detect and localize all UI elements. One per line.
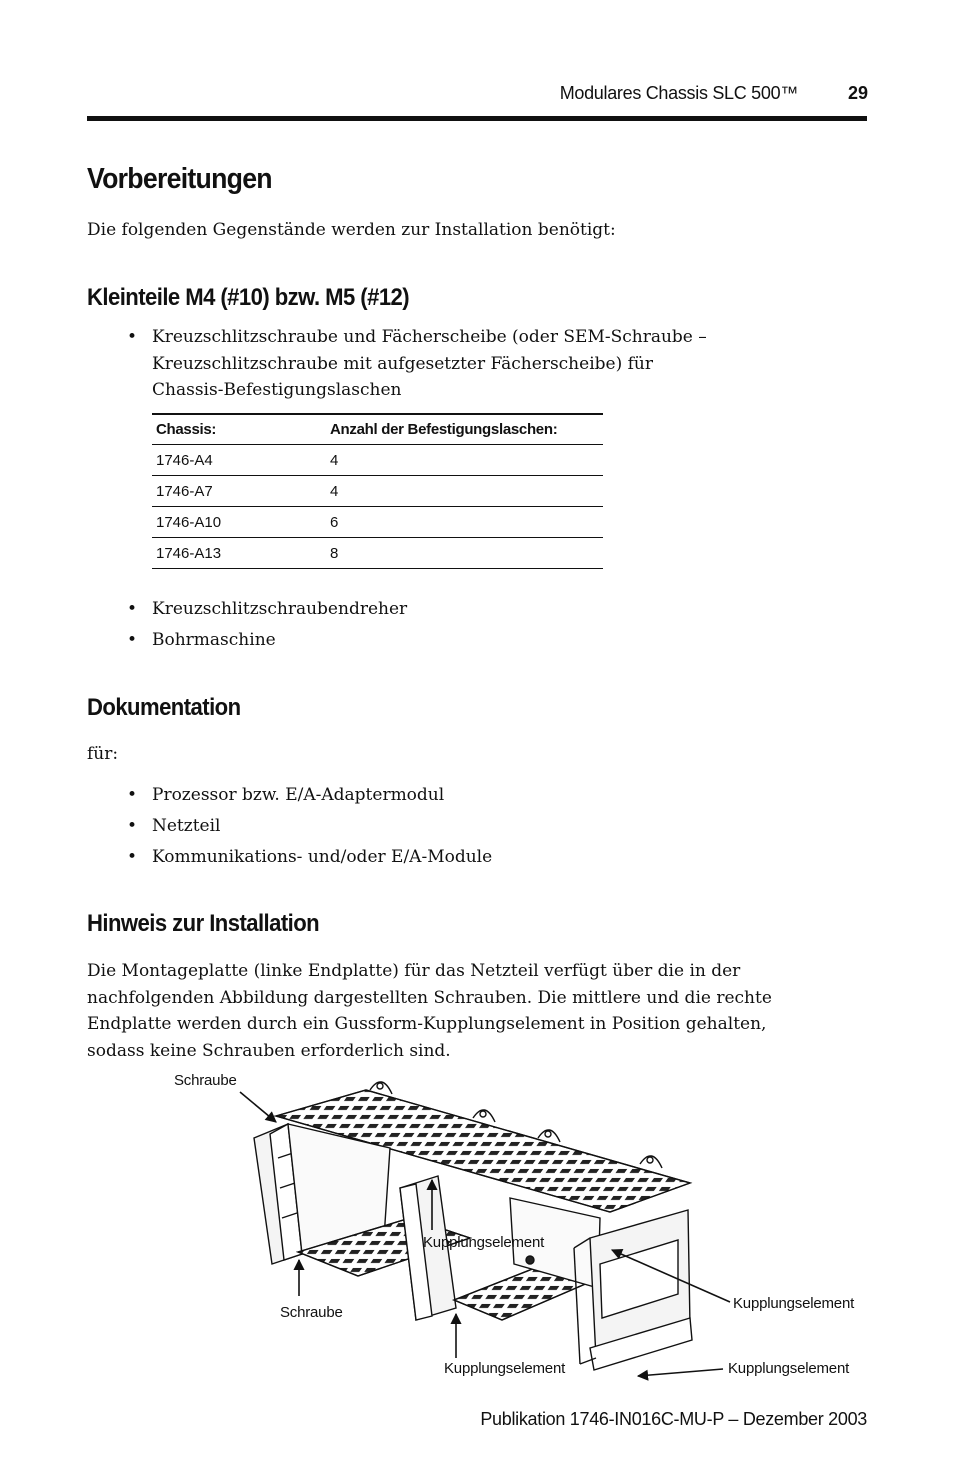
- bullet-icon: •: [127, 847, 138, 867]
- bullet-icon: •: [127, 327, 138, 347]
- paragraph-line: Die Montageplatte (linke Endplatte) für das Netzteil verfügt über die in der: [87, 961, 741, 981]
- table-row: [152, 445, 603, 476]
- list-item: [127, 844, 492, 871]
- list-item-line: Kreuzschlitzschraube mit aufgesetzter Fächerscheibe) für: [152, 353, 653, 374]
- list-item: [127, 324, 707, 404]
- paragraph-line: nachfolgenden Abbildung dargestellten Schrauben. Die mittlere und die rechte: [87, 987, 772, 1008]
- list-item: [127, 596, 407, 623]
- list-item-text: Bohrmaschine: [152, 630, 276, 650]
- list-item-line: Kreuzschlitzschraube und Fächerscheibe (oder SEM-Schraube –: [152, 327, 707, 347]
- arrow-coupling-bottom-right: [638, 1369, 723, 1376]
- label-coupling-center: Kupplungselement: [423, 1234, 545, 1251]
- documentation-intro: für:: [87, 744, 119, 764]
- column-header-chassis: Chassis:: [152, 414, 326, 445]
- label-coupling-bottom-right: Kupplungselement: [728, 1360, 850, 1377]
- page-title: Vorbereitungen: [87, 163, 272, 195]
- table-cell: 1746-A10: [152, 507, 326, 538]
- list-item-line: Chassis-Befestigungslaschen: [152, 380, 402, 400]
- table-row: [152, 476, 603, 507]
- table-cell: 1746-A13: [152, 538, 326, 569]
- running-header-title: Modulares Chassis SLC 500™: [559, 83, 798, 103]
- chassis-table: [152, 413, 603, 569]
- label-coupling-bottom-center: Kupplungselement: [444, 1360, 566, 1377]
- label-coupling-right: Kupplungselement: [733, 1295, 855, 1312]
- header-rule: [87, 116, 867, 121]
- bullet-icon: •: [127, 785, 138, 805]
- label-screw-top: Schraube: [174, 1072, 237, 1089]
- column-header-count: Anzahl der Befestigungslaschen:: [326, 414, 603, 445]
- table-cell: 1746-A4: [152, 445, 326, 476]
- list-item: [127, 627, 407, 654]
- table-row: [152, 538, 603, 569]
- table-cell: 6: [326, 507, 603, 538]
- footer-publication: Publikation 1746-IN016C-MU-P – Dezember 2003: [480, 1409, 867, 1429]
- page-number: 29: [847, 83, 868, 103]
- list-item-text: Kreuzschlitzschraubendreher: [152, 599, 408, 619]
- chassis-figure: [170, 1068, 870, 1388]
- table-row: [152, 507, 603, 538]
- label-screw-bottom: Schraube: [280, 1304, 343, 1321]
- bullet-icon: •: [127, 630, 138, 650]
- tools-list: [127, 596, 407, 654]
- chassis-illustration: [170, 1068, 870, 1388]
- installation-paragraph: [87, 958, 867, 1064]
- list-item: [127, 813, 492, 840]
- list-item: [127, 782, 492, 809]
- heading-installation: Hinweis zur Installation: [87, 910, 320, 937]
- intro-text: Die folgenden Gegenstände werden zur Installation benötigt:: [87, 220, 616, 240]
- list-item-text: Kommunikations- und/oder E/A-Module: [152, 847, 493, 867]
- heading-hardware: Kleinteile M4 (#10) bzw. M5 (#12): [87, 284, 410, 311]
- table-cell: 1746-A7: [152, 476, 326, 507]
- paragraph-line: sodass keine Schrauben erforderlich sind.: [87, 1040, 451, 1061]
- table-cell: 4: [326, 445, 603, 476]
- paragraph-line: Endplatte werden durch ein Gussform-Kupplungselement in Position gehalten,: [87, 1014, 767, 1034]
- list-item-text: Prozessor bzw. E/A-Adaptermodul: [152, 785, 445, 805]
- bullet-icon: •: [127, 816, 138, 836]
- table-cell: 4: [326, 476, 603, 507]
- table-header-row: [152, 414, 603, 445]
- bullet-icon: •: [127, 599, 138, 619]
- arrow-screw-top: [240, 1092, 276, 1122]
- table-cell: 8: [326, 538, 603, 569]
- heading-documentation: Dokumentation: [87, 694, 241, 721]
- chassis-body: [254, 1082, 692, 1370]
- documentation-list: [127, 782, 492, 871]
- hardware-list: [127, 324, 707, 404]
- list-item-text: Netzteil: [152, 816, 221, 836]
